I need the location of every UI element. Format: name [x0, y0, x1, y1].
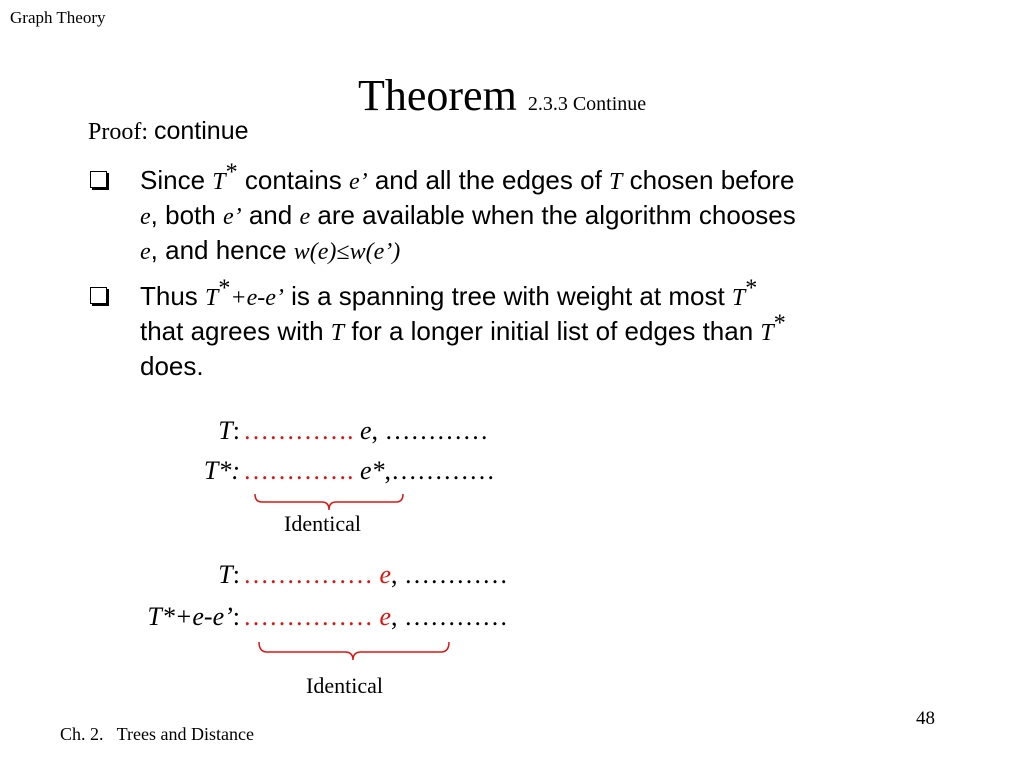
- bullet1-formula: w(e)≤w(e’): [293, 239, 401, 265]
- bullet2-star: *: [218, 275, 231, 302]
- footer-chapter-label: Ch. 2. Trees and Distance: [60, 724, 254, 744]
- seq2-colon: :: [232, 560, 240, 589]
- slide-title: [358, 70, 646, 121]
- bullet1-both: , both: [150, 200, 216, 230]
- seq1-tstar: T*:: [203, 456, 240, 485]
- bullet1-contains: contains: [244, 165, 342, 195]
- bullet2-does: does.: [140, 351, 204, 381]
- bullet1-since: Since: [140, 165, 206, 195]
- brace-identical-2: [254, 640, 454, 664]
- bullet1-available: are available when the algorithm chooses: [317, 200, 796, 230]
- seq2-t-dots: ……………: [243, 560, 380, 589]
- seq1-tstar-edge: e*: [360, 456, 385, 485]
- seq1-t-tail: , …………: [371, 416, 489, 445]
- seq1-t-edge: e: [360, 416, 372, 445]
- title-subtitle: 2.3.3 Continue: [527, 93, 647, 115]
- bullet1-eprime: e’: [348, 169, 368, 195]
- seq2-tstar-colon: :: [232, 602, 240, 631]
- caption-identical-1: Identical: [284, 511, 361, 536]
- seq2-tstar-tail: , …………: [391, 602, 509, 631]
- seq2-tstar-label: [147, 602, 240, 632]
- bullet-text-2: [140, 275, 950, 383]
- bullet2-t2: T: [731, 285, 746, 311]
- bullet1-e3: e: [140, 239, 151, 265]
- seq1-t-label: [218, 416, 240, 446]
- seq2-tstar-sequence: [243, 602, 508, 632]
- seq1-tstar-tail: ,…………: [384, 456, 496, 485]
- bullet1-hence: , and hence: [150, 235, 287, 265]
- bullet1-chosen: chosen before: [629, 165, 795, 195]
- seq1-t: T: [218, 416, 233, 445]
- proof-prefix: Proof:: [88, 119, 148, 145]
- seq2-tstar-edge: e: [379, 602, 392, 631]
- bullet1-and-all: and all the edges of: [374, 165, 602, 195]
- seq1-t-sequence: [243, 416, 489, 446]
- checkbox-bullet-icon: [90, 171, 107, 188]
- bullet2-agrees: that agrees with: [140, 316, 324, 346]
- bullet1-eprime2: e’: [222, 204, 242, 230]
- seq2-t-label: [218, 560, 240, 590]
- bullet1-star: *: [225, 159, 238, 186]
- seq1-tstar-label: [204, 456, 240, 486]
- proof-continue: continue: [154, 117, 249, 145]
- seq1-t-dots: ………….: [243, 416, 360, 445]
- header-label: Graph Theory: [10, 8, 106, 27]
- bullet-item-2: [90, 275, 950, 383]
- bullet2-t4: T: [760, 320, 774, 346]
- seq2-tstar-dots: ……………: [243, 602, 380, 631]
- bullet2-t3: T: [330, 320, 345, 346]
- seq2-t-tail: , …………: [391, 560, 509, 589]
- bullet1-t: T: [212, 169, 226, 195]
- proof-line: [88, 117, 249, 146]
- bullet1-e2: e: [299, 204, 311, 230]
- checkbox-bullet-icon: [90, 287, 107, 304]
- caption-identical-2: Identical: [306, 673, 383, 698]
- bullet2-t: T: [205, 285, 219, 311]
- bullet-item-1: [90, 159, 950, 269]
- bullet1-e1: e: [140, 204, 151, 230]
- title-main: Theorem: [358, 71, 517, 120]
- seq2-t-sequence: [243, 560, 508, 590]
- bullet2-star2: *: [745, 275, 758, 302]
- bullet2-star3: *: [773, 310, 786, 337]
- seq1-tstar-dots: ………….: [243, 456, 360, 485]
- page-number: 48: [916, 708, 935, 729]
- bullet2-plus: +e-e’: [230, 285, 284, 311]
- bullet1-and: and: [248, 200, 293, 230]
- bullet2-spanning: is a spanning tree with weight at most: [291, 281, 725, 311]
- seq2-tstar: T*+e-e’: [147, 602, 233, 631]
- bullet2-longer: for a longer initial list of edges than: [351, 316, 754, 346]
- seq1-tstar-sequence: [243, 456, 495, 486]
- seq1-colon: :: [232, 416, 240, 445]
- seq2-t-edge: e: [379, 560, 392, 589]
- bullet1-t2: T: [609, 169, 623, 195]
- seq2-t: T: [218, 560, 233, 589]
- bullet-text-1: [140, 159, 950, 269]
- bullet2-thus: Thus: [140, 281, 198, 311]
